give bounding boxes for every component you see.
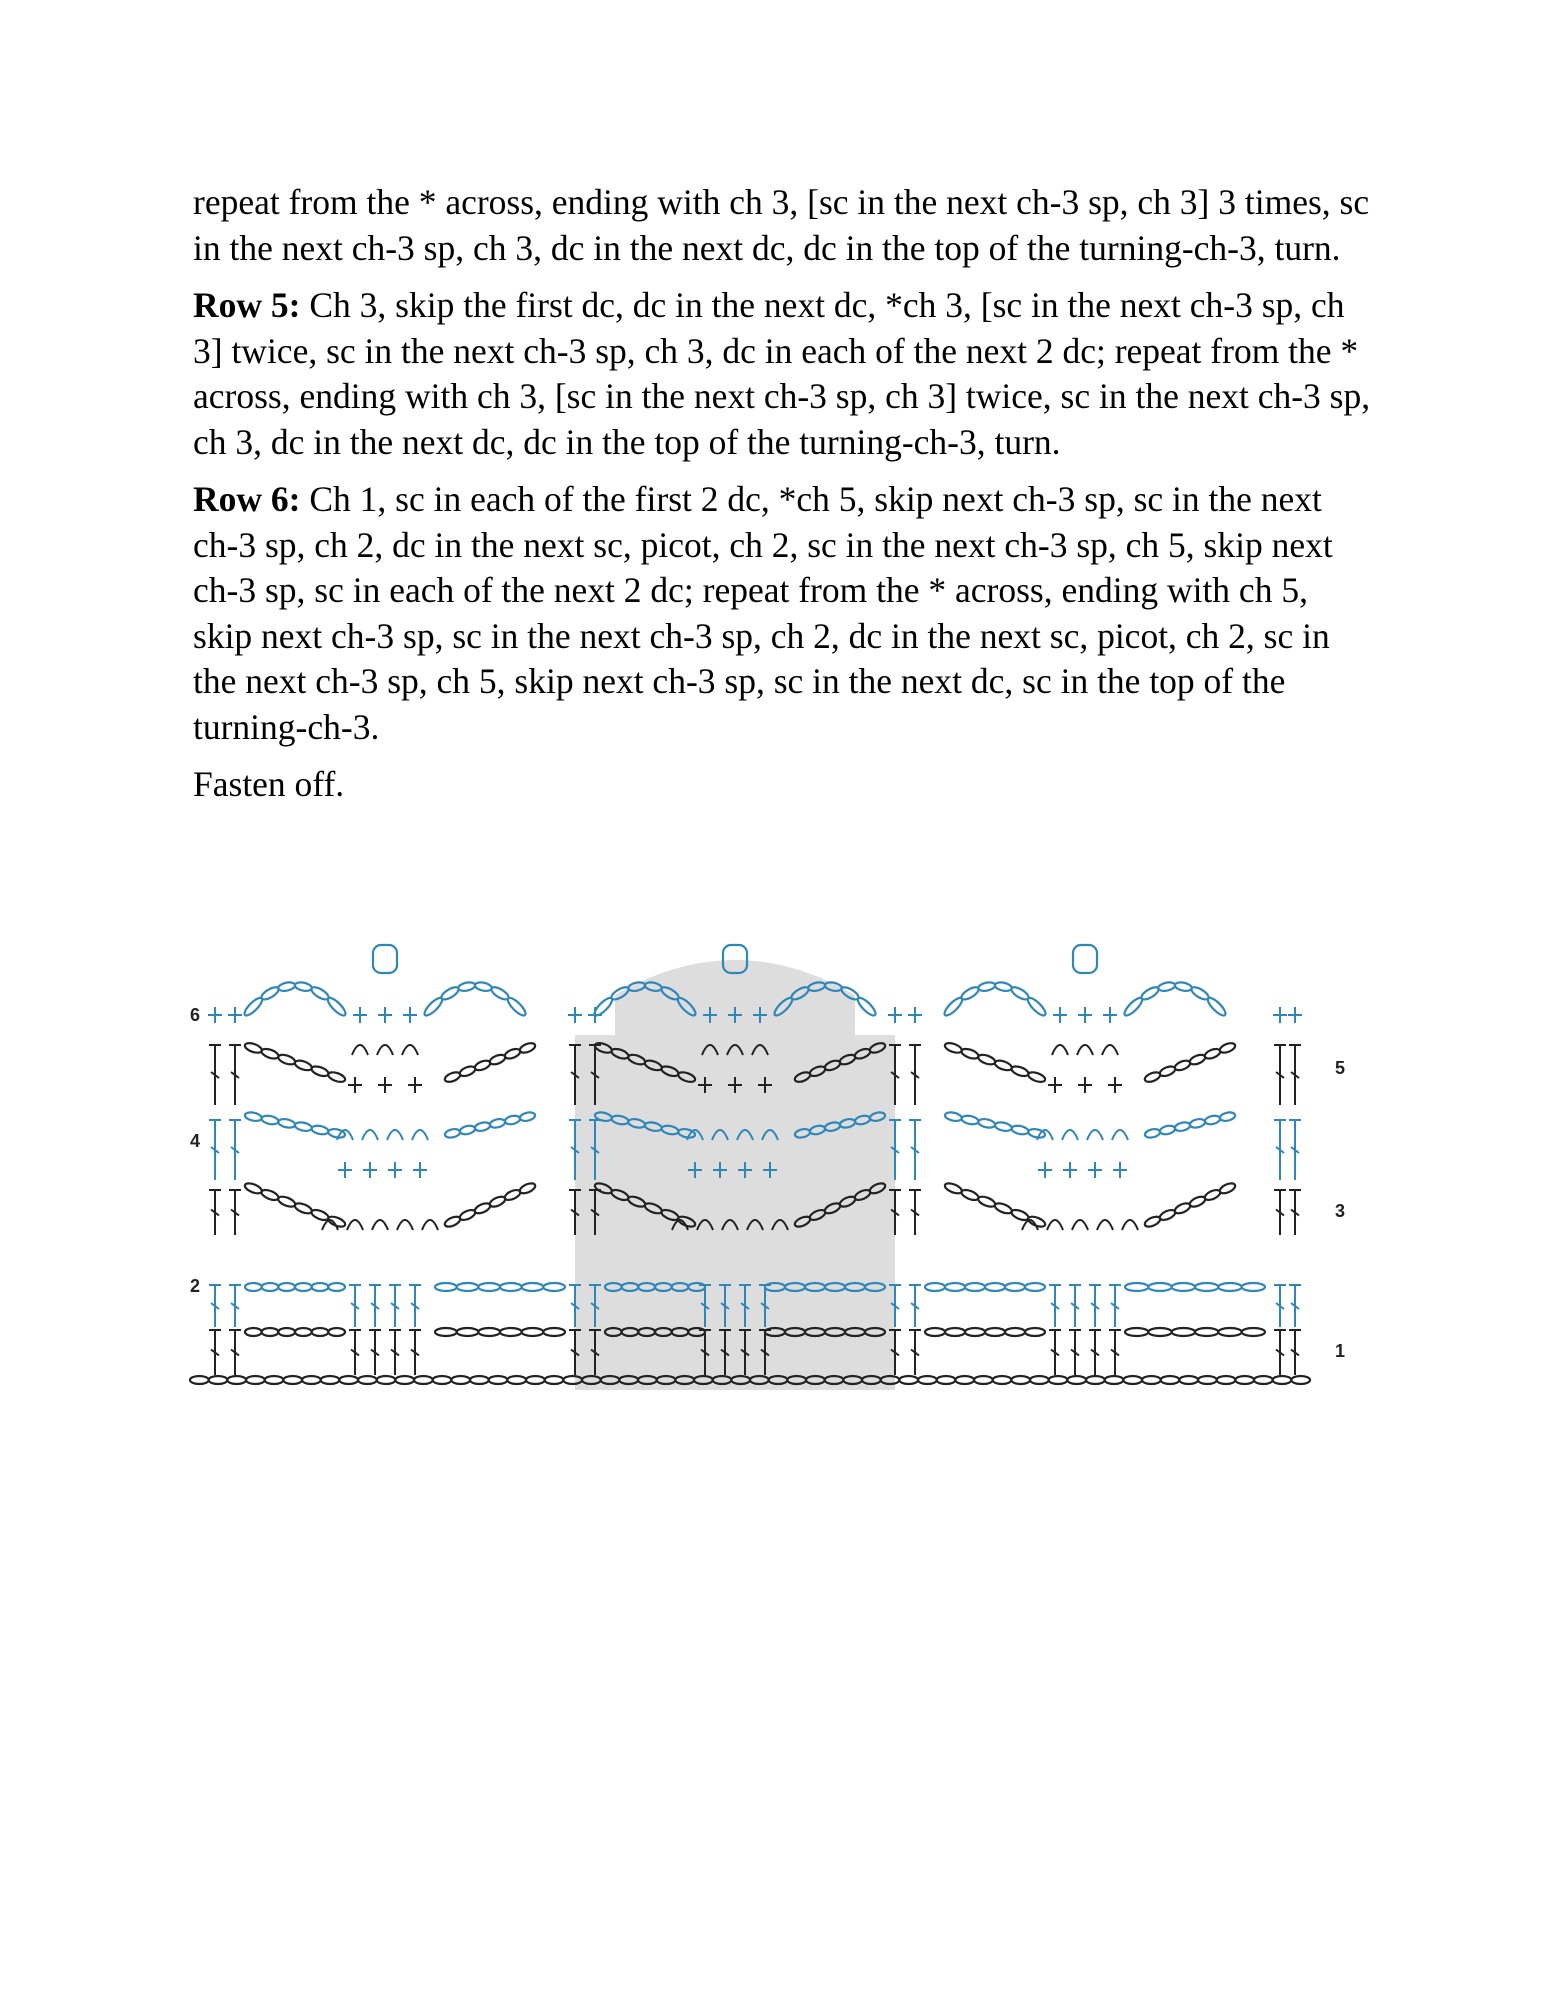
chain-stitch <box>944 1041 963 1054</box>
chain-stitch <box>265 1376 284 1384</box>
chain-stitch <box>283 1376 302 1384</box>
chain-stitch <box>977 1053 996 1066</box>
paragraph-row-6 <box>193 477 1373 750</box>
chain-stitch <box>478 1283 500 1291</box>
chain-stitch <box>278 1328 295 1336</box>
chain-stitch <box>1049 1376 1068 1384</box>
chain-stitch <box>504 1114 521 1125</box>
chain-stitch <box>1172 1328 1195 1336</box>
chain-stitch <box>1254 1376 1273 1384</box>
chain-stitch <box>474 1121 491 1132</box>
chain-stitch <box>244 1111 262 1122</box>
picot <box>1072 1220 1088 1230</box>
chain-stitch <box>278 981 296 992</box>
chain-stitch <box>1125 1328 1148 1336</box>
chain-stitch <box>978 1118 996 1129</box>
chain-stitch <box>965 1283 985 1291</box>
chain-stitch <box>944 1111 962 1122</box>
row-number-4: 4 <box>190 1131 201 1151</box>
chain-stitch <box>457 1283 479 1291</box>
chain-stitch <box>277 1195 297 1209</box>
chain-stitch <box>489 1053 507 1066</box>
picot-top <box>373 945 397 973</box>
chain-stitch <box>311 1124 329 1135</box>
chain-stitch <box>377 1376 396 1384</box>
chain-stitch <box>985 1283 1005 1291</box>
chain-stitch <box>944 1181 964 1195</box>
repeat-shade <box>575 960 895 1390</box>
chain-stitch <box>545 1376 564 1384</box>
chain-stitch <box>326 996 348 1018</box>
chain-stitch <box>1144 1070 1162 1083</box>
chain-stitch <box>856 996 878 1018</box>
chain-stitch <box>1067 1376 1086 1384</box>
chain-stitch <box>993 1376 1012 1384</box>
chain-stitch <box>444 1070 462 1083</box>
chain-stitch <box>321 1376 340 1384</box>
paragraph-fasten-off <box>193 762 1373 808</box>
chain-stitch <box>260 1188 280 1202</box>
chain-stitch <box>1219 1111 1236 1122</box>
picot <box>377 1045 393 1055</box>
chain-stitch <box>1206 996 1228 1018</box>
picot <box>387 1130 403 1140</box>
picot <box>1062 1130 1078 1140</box>
chain-stitch <box>295 1283 312 1291</box>
chain-stitch <box>244 1041 263 1054</box>
chain-stitch <box>1195 1283 1218 1291</box>
chain-stitch <box>937 1376 956 1384</box>
chain-stitch <box>470 1376 489 1384</box>
chain-stitch <box>1218 1283 1241 1291</box>
picot <box>402 1045 418 1055</box>
chain-stitch <box>974 1376 993 1384</box>
picot <box>1047 1220 1063 1230</box>
chain-stitch <box>474 981 492 992</box>
chain-stitch <box>965 1328 985 1336</box>
chain-stitch <box>1172 1283 1195 1291</box>
chain-stitch <box>1195 1328 1218 1336</box>
chain-stitch <box>328 1128 346 1139</box>
paragraph-row-5 <box>193 283 1373 465</box>
chain-stitch <box>1010 1065 1029 1078</box>
chain-stitch <box>1011 1376 1030 1384</box>
paragraph-continuation <box>193 180 1373 271</box>
chain-stitch <box>977 1195 997 1209</box>
chain-stitch <box>1123 1376 1142 1384</box>
picot <box>372 1220 388 1230</box>
chain-stitch <box>295 1328 312 1336</box>
chain-stitch <box>262 1283 279 1291</box>
picot-top <box>1073 945 1097 973</box>
chain-stitch <box>310 1065 329 1078</box>
picot <box>1102 1045 1118 1055</box>
chain-stitch <box>489 1376 508 1384</box>
chain-stitch <box>358 1376 377 1384</box>
chain-stitch <box>1174 981 1192 992</box>
chain-stitch <box>1174 1121 1191 1132</box>
chain-stitch <box>310 1208 330 1222</box>
chain-stitch <box>209 1376 228 1384</box>
row-6-text: Ch 1, sc in each of the first 2 dc, *ch 5, skip next ch-3 sp, sc in the next ch-3 sp, ch 2, dc in the next sc, picot, ch 2, sc in the next ch-3 sp, ch 5, skip next ch-3 sp, sc in each of the next 2 dc; repeat from the * across, ending with ch 5, skip next ch-3 sp, sc in the next ch-3 sp, ch 2, dc in the next sc, picot, ch 2, sc in the next ch-3 sp, ch 5, skip next ch-3 sp, sc in the next dc, sc in the top of the turning-ch-3. <box>193 479 1333 747</box>
picot <box>1052 1045 1068 1055</box>
chain-stitch <box>925 1283 945 1291</box>
chain-stitch <box>961 1114 979 1125</box>
chain-stitch <box>955 1376 974 1384</box>
chain-stitch <box>459 1065 477 1078</box>
chain-stitch <box>1159 1124 1176 1135</box>
chain-stitch <box>960 1047 979 1060</box>
chain-stitch <box>1161 1376 1180 1384</box>
chain-stitch <box>526 1376 545 1384</box>
row-number-5: 5 <box>1335 1058 1346 1078</box>
chain-stitch <box>500 1328 522 1336</box>
picot <box>1087 1130 1103 1140</box>
chain-stitch <box>994 1059 1013 1072</box>
chain-stitch <box>1030 1376 1049 1384</box>
chain-stitch <box>328 1283 345 1291</box>
row-number-6: 6 <box>190 1005 201 1025</box>
chain-stitch <box>414 1376 433 1384</box>
row-5-text: Ch 3, skip the first dc, dc in the next dc, *ch 3, [sc in the next ch-3 sp, ch 3] twice, sc in the next ch-3 sp, ch 3, dc in each of the next 2 dc; repeat from the * across, ending with ch 3, [sc in the next ch-3 sp, ch 3] twice, sc in the next ch-3 sp, ch 3, dc in the next dc, dc in the top of the turning-ch-3, turn. <box>193 285 1371 462</box>
chain-stitch <box>543 1283 565 1291</box>
chain-stitch <box>1025 1283 1045 1291</box>
chain-stitch <box>294 1201 314 1215</box>
chain-stitch <box>1158 981 1176 992</box>
chain-stitch <box>1086 1376 1105 1384</box>
chain-stitch <box>960 1188 980 1202</box>
chain-stitch <box>1028 1128 1046 1139</box>
chain-stitch <box>1010 1208 1030 1222</box>
chain-stitch <box>1142 1376 1161 1384</box>
chain-stitch <box>1235 1376 1254 1384</box>
chain-stitch <box>1242 1328 1265 1336</box>
chain-stitch <box>1219 1041 1237 1054</box>
chain-stitch <box>474 1059 492 1072</box>
chain-stitch <box>945 1283 965 1291</box>
chain-stitch <box>1204 1114 1221 1125</box>
chain-stitch <box>277 1053 296 1066</box>
chain-stitch <box>190 1376 209 1384</box>
row-number-3: 3 <box>1335 1201 1346 1221</box>
chain-stitch <box>507 1376 526 1384</box>
picot <box>352 1045 368 1055</box>
chain-stitch <box>522 1328 544 1336</box>
chain-stitch <box>244 1181 264 1195</box>
chain-stitch <box>1005 1283 1025 1291</box>
chain-stitch <box>1179 1376 1198 1384</box>
chain-stitch <box>1218 1328 1241 1336</box>
chain-stitch <box>458 981 476 992</box>
chain-stitch <box>1027 1070 1046 1083</box>
chain-stitch <box>444 1128 461 1139</box>
chain-stitch <box>518 1181 536 1195</box>
chain-stitch <box>1217 1376 1236 1384</box>
chain-stitch <box>1005 1328 1025 1336</box>
continuation-text: repeat from the * across, ending with ch 3, [sc in the next ch-3 sp, ch 3] 3 times, sc in the next ch-3 sp, ch 3, dc in the next dc, dc in the top of the turning-ch-3, turn. <box>193 182 1370 268</box>
chain-stitch <box>899 1376 918 1384</box>
chain-stitch <box>1148 1328 1171 1336</box>
chain-stitch <box>246 1376 265 1384</box>
picot <box>362 1130 378 1140</box>
chain-stitch <box>312 1328 329 1336</box>
chain-stitch <box>543 1328 565 1336</box>
repeat-shading <box>575 960 895 1390</box>
chain-stitch <box>339 1376 358 1384</box>
chain-stitch <box>994 1201 1014 1215</box>
chain-stitch <box>1189 1053 1207 1066</box>
chain-stitch <box>245 1328 262 1336</box>
chain-stitch <box>1174 1059 1192 1072</box>
chain-stitch <box>978 981 996 992</box>
chain-stitch <box>522 1283 544 1291</box>
chain-stitch <box>994 1121 1012 1132</box>
chain-stitch <box>294 1059 313 1072</box>
chain-stitch <box>278 1118 296 1129</box>
chain-stitch <box>519 1041 537 1054</box>
chain-stitch <box>1105 1376 1124 1384</box>
chain-stitch <box>245 1283 262 1291</box>
chain-stitch <box>395 1376 414 1384</box>
chain-stitch <box>1189 1118 1206 1129</box>
picot <box>347 1220 363 1230</box>
chain-stitch <box>278 1283 295 1291</box>
chain-stitch <box>489 1118 506 1129</box>
chain-stitch <box>985 1328 1005 1336</box>
chain-stitch <box>500 1283 522 1291</box>
chain-stitch <box>312 1283 329 1291</box>
chain-stitch <box>451 1376 470 1384</box>
chain-stitch <box>457 1328 479 1336</box>
row-6-label: Row 6: <box>193 479 301 519</box>
row-5-label: Row 5: <box>193 285 301 325</box>
chain-stitch <box>1218 1181 1236 1195</box>
chain-stitch <box>459 1124 476 1135</box>
chain-stitch <box>262 1328 279 1336</box>
row-number-2: 2 <box>190 1276 201 1296</box>
chain-stitch <box>327 1070 346 1083</box>
chain-stitch <box>478 1328 500 1336</box>
chain-stitch <box>435 1283 457 1291</box>
picot <box>412 1130 428 1140</box>
chain-stitch <box>294 1121 312 1132</box>
chain-stitch <box>1125 1283 1148 1291</box>
chain-stitch <box>1025 1328 1045 1336</box>
chain-stitch <box>1011 1124 1029 1135</box>
chain-stitch <box>1026 996 1048 1018</box>
chain-stitch <box>1291 1376 1310 1384</box>
chain-stitch <box>504 1047 522 1060</box>
pattern-text <box>193 180 1373 820</box>
chain-stitch <box>519 1111 536 1122</box>
chain-stitch <box>1242 1283 1265 1291</box>
picot <box>1122 1220 1138 1230</box>
chain-stitch <box>925 1328 945 1336</box>
row-number-1: 1 <box>1335 1341 1346 1361</box>
chain-stitch <box>433 1376 452 1384</box>
chain-stitch <box>227 1376 246 1384</box>
fasten-off-text: Fasten off. <box>193 764 345 804</box>
chain-stitch <box>994 981 1012 992</box>
picot <box>422 1220 438 1230</box>
picot <box>1097 1220 1113 1230</box>
crochet-chart-diagram <box>190 935 1346 1395</box>
picot <box>397 1220 413 1230</box>
chain-stitch <box>1204 1047 1222 1060</box>
picot <box>1112 1130 1128 1140</box>
chain-stitch <box>328 1328 345 1336</box>
chain-stitch <box>918 1376 937 1384</box>
chain-stitch <box>260 1047 279 1060</box>
chain-stitch <box>945 1328 965 1336</box>
chain-stitch <box>302 1376 321 1384</box>
picot <box>1077 1045 1093 1055</box>
chain-stitch <box>1273 1376 1292 1384</box>
chain-stitch <box>1148 1283 1171 1291</box>
chain-stitch <box>1159 1065 1177 1078</box>
chain-stitch <box>1144 1128 1161 1139</box>
chain-stitch <box>435 1328 457 1336</box>
chain-stitch <box>294 981 312 992</box>
chain-stitch <box>506 996 528 1018</box>
chain-stitch <box>261 1114 279 1125</box>
chain-stitch <box>1198 1376 1217 1384</box>
